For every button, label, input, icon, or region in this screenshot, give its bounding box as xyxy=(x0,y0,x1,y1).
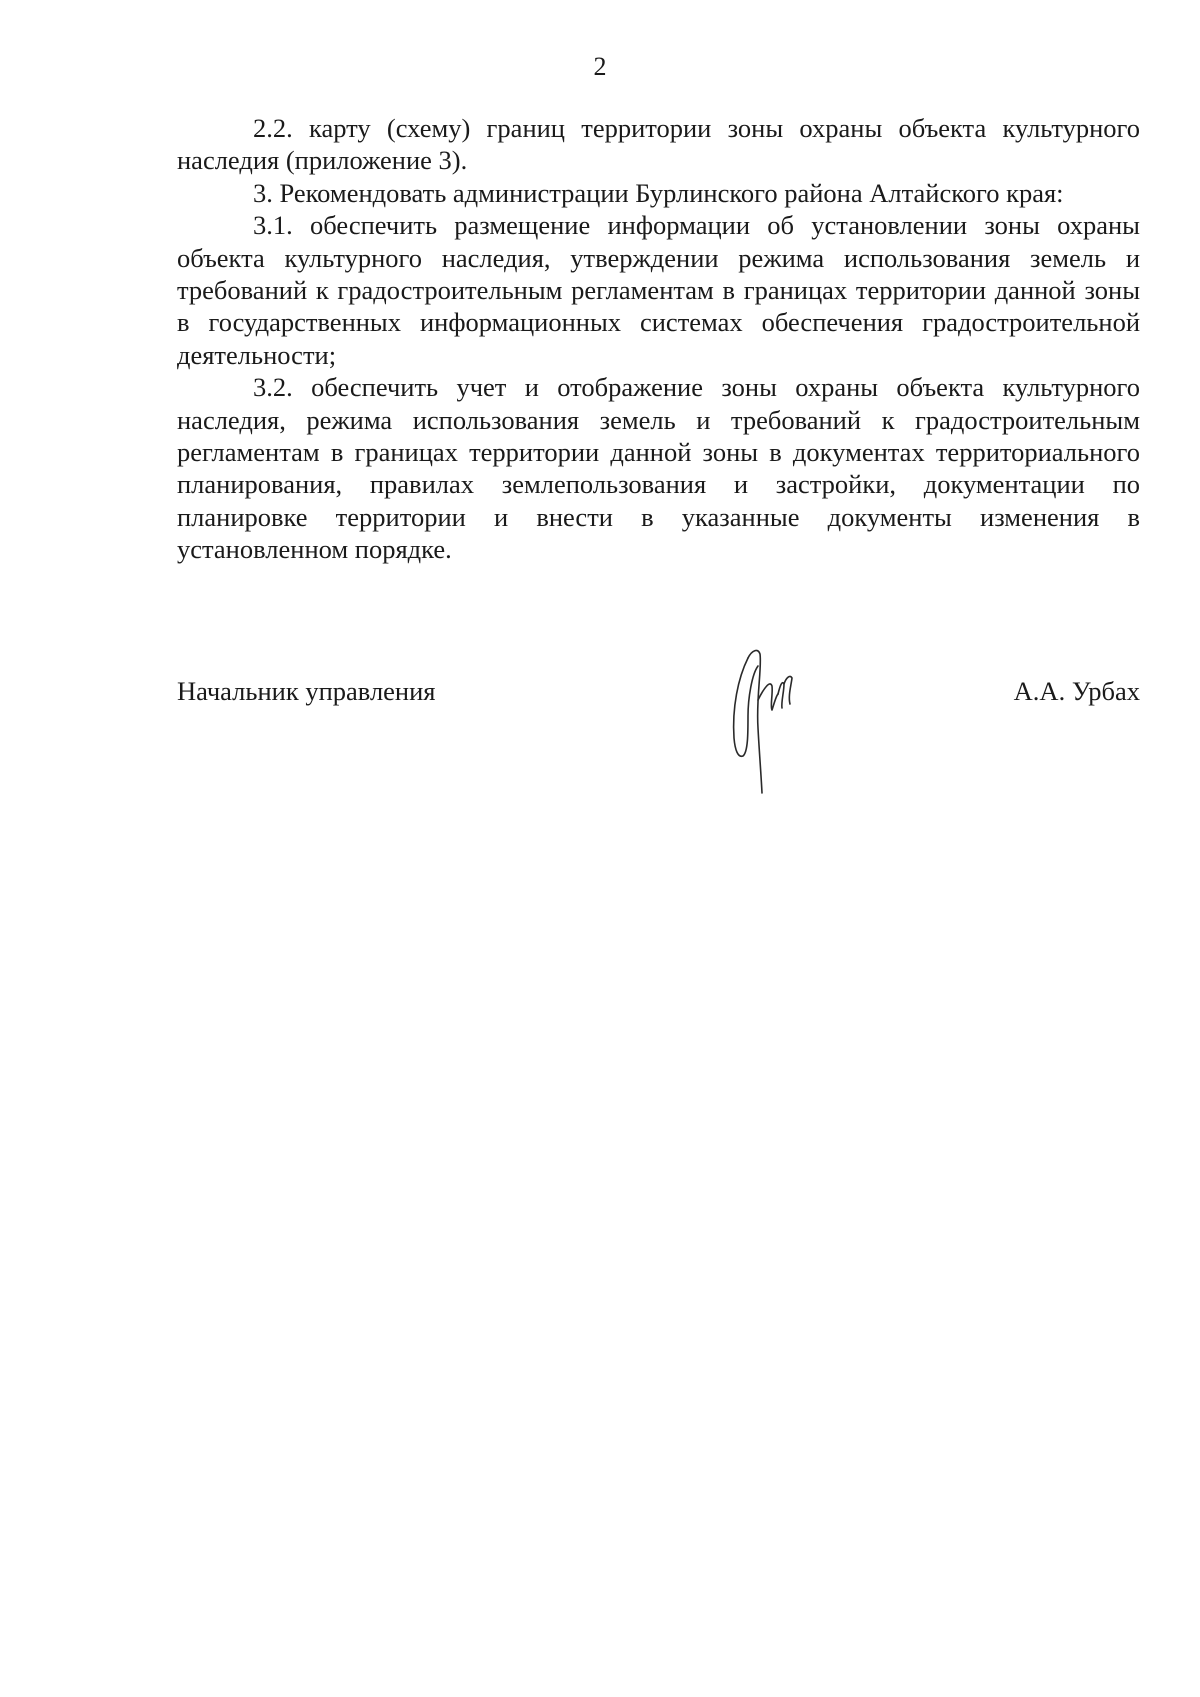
paragraph-3-2: 3.2. обеспечить учет и отображение зоны охраны объекта культурного наследия, режима использования земель и требований к градостроительным регламентам в границах территории данной зоны в документах территориального планирования, правилах землепользования и застройки, документации по планировке территории и внести в указанные документы изменения в установленном порядке. xyxy=(177,372,1140,565)
paragraph-2-2: 2.2. карту (схему) границ территории зоны охраны объекта культурного наследия (приложение 3). xyxy=(177,113,1140,176)
document-body xyxy=(177,112,1140,566)
paragraph-3: 3. Рекомендовать администрации Бурлинского района Алтайского края: xyxy=(253,177,1064,208)
handwritten-signature xyxy=(718,638,818,798)
page-number: 2 xyxy=(593,52,607,81)
signer-position: Начальник управления xyxy=(177,676,436,706)
paragraph-3-1: 3.1. обеспечить размещение информации об установлении зоны охраны объекта культурного наследия, утверждении режима использования земель и требований к градостроительным регламентам в границах территории данной зоны в государственных информационных системах обеспечения градостроительной деятельности; xyxy=(177,210,1140,370)
signature-block xyxy=(177,665,1140,705)
signer-name: А.А. Урбах xyxy=(1013,676,1140,706)
